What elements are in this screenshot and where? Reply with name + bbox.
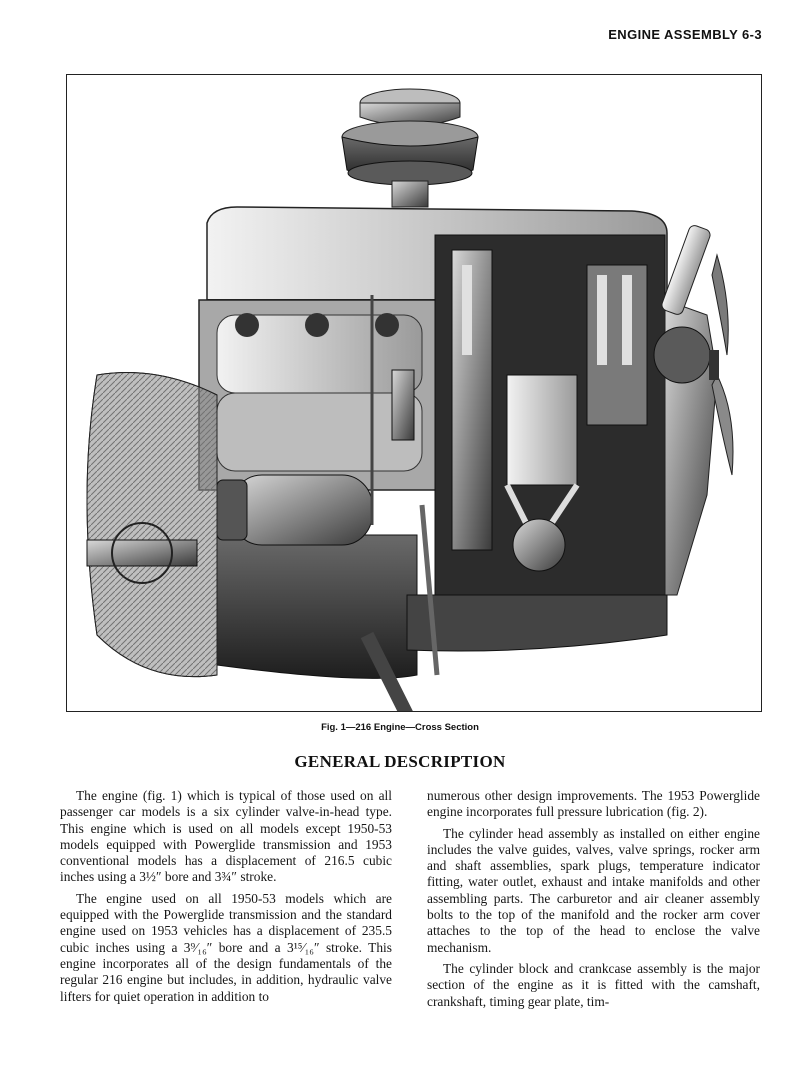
paragraph: The engine (fig. 1) which is typical of those used on all passenger car models is a six cylinder valve-in-head type. This engine which is used on all models except 1950-53 models equipped with Powerglide transmission and 1953 conventional models has a displacement of 216.5 cubic inches using a 3½″ bore and 3¾″ stroke.	[60, 788, 392, 885]
figure-caption: Fig. 1—216 Engine—Cross Section	[321, 722, 479, 733]
left-column	[60, 788, 392, 1010]
paragraph: numerous other design improvements. The 1953 Powerglide engine incorporates full pressure lubrication (fig. 2).	[427, 788, 760, 820]
air-cleaner	[342, 89, 478, 207]
section-heading: GENERAL DESCRIPTION	[294, 752, 506, 771]
engine-figure	[66, 74, 762, 712]
paragraph: The cylinder block and crankcase assembly is the major section of the engine as it is fitted with the camshaft, crankshaft, timing gear plate, tim-	[427, 960, 760, 1009]
paragraph: The engine used on all 1950-53 models which are equipped with the Powerglide transmission and the standard engine used on 1953 vehicles has a displacement of 235.5 cubic inches using a 3⁹⁄₁₆″ bore and a 3¹⁵⁄₁₆″ stroke. This engine incorporates all of the design fundamentals of the regular 216 engine but includes, in addition, hydraulic valve lifters for quiet operation in addition to	[60, 890, 392, 1004]
engine-cross-section-illustration	[67, 75, 761, 711]
running-header: ENGINE ASSEMBLY 6-3	[608, 27, 762, 42]
starter-motor	[217, 475, 372, 545]
flywheel-housing	[87, 373, 217, 677]
cutaway-cylinder	[435, 235, 665, 595]
paragraph: The cylinder head assembly as installed on either engine includes the valve guides, valves, valve springs, rocker arm and shaft assemblies, spark plugs, temperature indicator fitting, water outlet, exhaust and intake manifolds and other assembling parts. The carburetor and air cleaner assembly bolts to the top of the manifold and the rocker arm cover attaches to the top of the head to enclose the valve mechanism.	[427, 825, 760, 955]
fan	[709, 255, 733, 475]
right-column	[427, 788, 760, 1015]
